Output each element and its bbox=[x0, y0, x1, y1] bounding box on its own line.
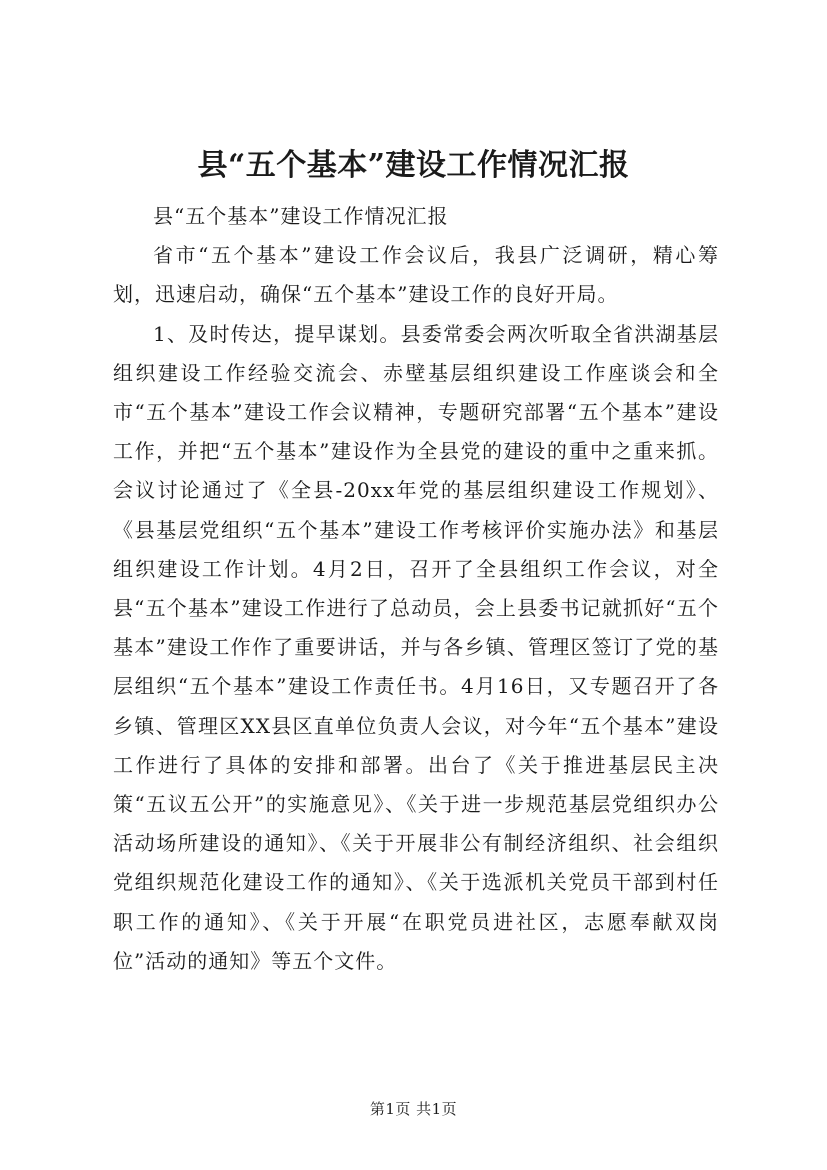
body-paragraph-subtitle: 县“五个基本”建设工作情况汇报 bbox=[153, 204, 449, 228]
document-body bbox=[113, 197, 719, 981]
document-title: 县“五个基本”建设工作情况汇报 bbox=[197, 148, 630, 183]
body-paragraph-section-1: 1、及时传达，提早谋划。县委常委会两次听取全省洪湖基层组织建设工作经验交流会、赤壁基层组织建设工作座谈会和全市“五个基本”建设工作会议精神，专题研究部署“五个基本”建设工作，并把“五个基本”建设作为全县党的建设的重中之重来抓。会议讨论通过了《全县-20xx年党的基层组织建设工作规划》、《县基层党组织“五个基本”建设工作考核评价实施办法》和基层组织建设工作计划。4月2日，召开了全县组织工作会议，对全县“五个基本”建设工作进行了总动员，会上县委书记就抓好“五个基本”建设工作作了重要讲话，并与各乡镇、管理区签订了党的基层组织“五个基本”建设工作责任书。4月16日，又专题召开了各乡镇、管理区XX县区直单位负责人会议，对今年“五个基本”建设工作进行了具体的安排和部署。出台了《关于推进基层民主决策“五议五公开”的实施意见》、《关于进一步规范基层党组织办公活动场所建设的通知》、《关于开展非公有制经济组织、社会组织党组织规范化建设工作的通知》、《关于选派机关党员干部到村任职工作的通知》、《关于开展“在职党员进社区，志愿奉献双岗位”活动的通知》等五个文件。 bbox=[113, 321, 719, 973]
page-number-footer: 第1页 共1页 bbox=[369, 1100, 458, 1118]
body-paragraph-intro: 省市“五个基本”建设工作会议后，我县广泛调研，精心筹划，迅速启动，确保“五个基本”建设工作的良好开局。 bbox=[113, 243, 719, 307]
